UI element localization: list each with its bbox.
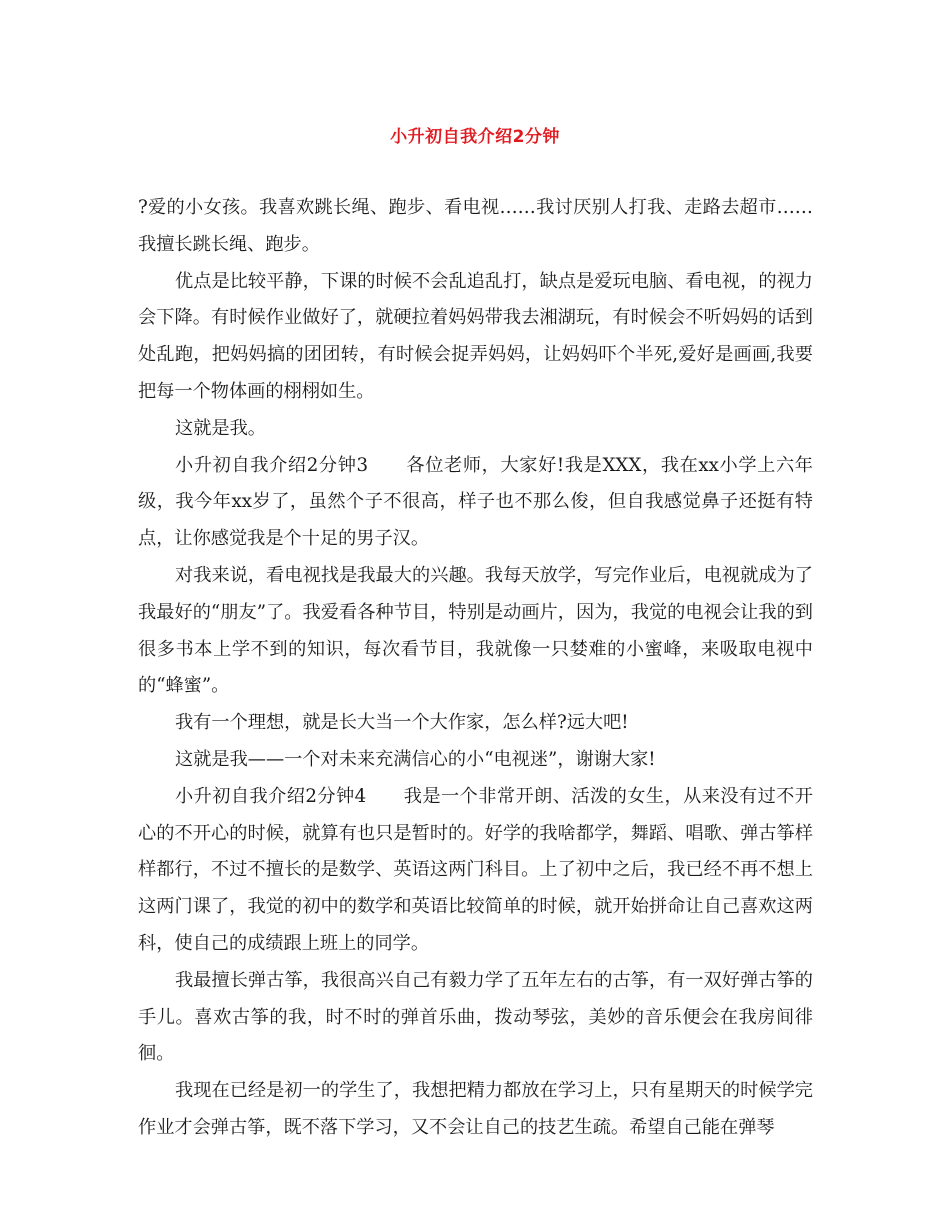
paragraph: 小升初自我介绍2分钟4 我是一个非常开朗、活泼的女生，从来没有过不开心的不开心的时候，就算有也只是暂时的。好学的我啥都学，舞蹈、唱歌、弹古筝样样都行，不过不擅长的是数学、英语这两门科目。上了初中之后，我已经不再不想上这两门课了，我觉的初中的数学和英语比较简单的时候，就开始拼命让自己喜欢这两科，使自己的成绩跟上班上的同学。 <box>138 785 813 954</box>
paragraph: 这就是我。 <box>175 417 266 439</box>
paragraph: 对我来说，看电视找是我最大的兴趣。我每天放学，写完作业后，电视就成为了我最好的“朋友”了。我爱看各种节目，特别是动画片，因为，我觉的电视会让我的到很多书本上学不到的知识，每次看节目，我就像一只婪难的小蜜峰，来吸取电视中的“蜂蜜”。 <box>138 564 813 697</box>
document-title: 小升初自我介绍2分钟 <box>390 127 560 147</box>
document-body <box>138 190 813 1147</box>
paragraph: 我现在已经是初一的学生了，我想把精力都放在学习上，只有星期天的时候学完作业才会弹古筝，既不落下学习，又不会让自己的技艺生疏。希望自己能在弹琴 <box>138 1080 813 1138</box>
paragraph: 我有一个理想，就是长大当一个大作家，怎么样?远大吧! <box>175 712 629 734</box>
paragraph: 优点是比较平静，下课的时候不会乱追乱打，缺点是爱玩电脑、看电视，的视力会下降。有时候作业做好了，就硬拉着妈妈带我去湘湖玩，有时候会不听妈妈的话到处乱跑，把妈妈搞的团团转，有时候会捉弄妈妈，让妈妈吓个半死,爱好是画画,我要把每一个物体画的栩栩如生。 <box>138 270 813 402</box>
paragraph: 这就是我——一个对未来充满信心的小“电视迷”，谢谢大家! <box>175 748 656 770</box>
paragraph: ?爱的小女孩。我喜欢跳长绳、跑步、看电视……我讨厌别人打我、走路去超市……我擅长跳长绳、跑步。 <box>138 197 813 255</box>
paragraph: 我最擅长弹古筝，我很高兴自己有毅力学了五年左右的古筝，有一双好弹古筝的手儿。喜欢古筝的我，时不时的弹首乐曲，拨动琴弦，美妙的音乐便会在我房间徘徊。 <box>138 969 813 1065</box>
paragraph: 小升初自我介绍2分钟3 各位老师，大家好!我是XXX，我在xx小学上六年级，我今年xx岁了，虽然个子不很高，样子也不那么俊，但自我感觉鼻子还挺有特点，让你感觉我是个十足的男子汉。 <box>138 454 813 550</box>
